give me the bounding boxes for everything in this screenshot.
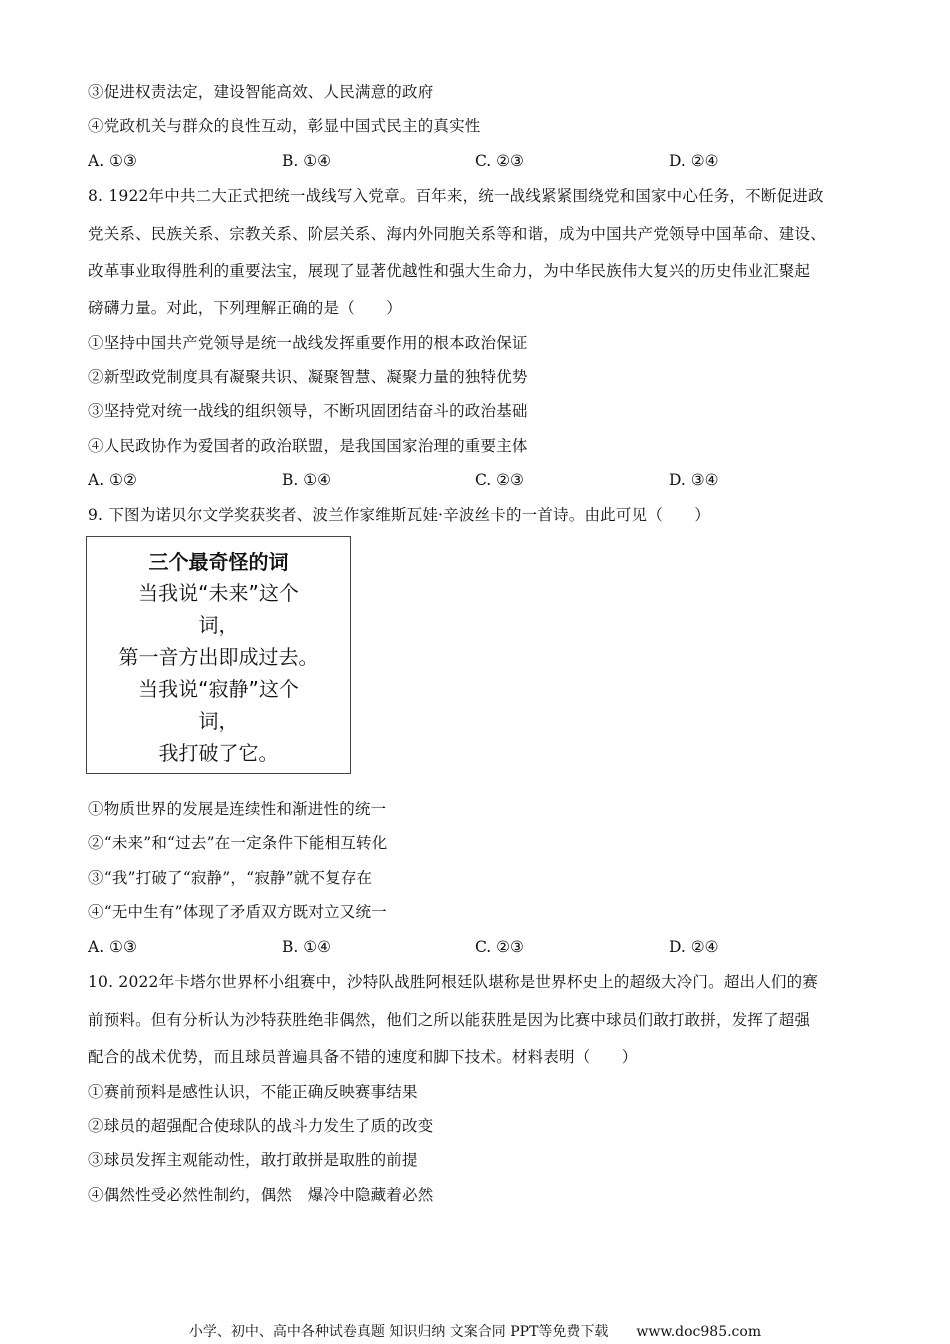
q9-item-4: ④“无中生有”体现了矛盾双方既对立又统一 [88,903,387,921]
q9-item-1: ①物质世界的发展是连续性和渐进性的统一 [88,800,387,818]
q9-item-2: ②“未来”和“过去”在一定条件下能相互转化 [88,834,388,852]
q9-stem: 9. 下图为诺贝尔文学奖获奖者、波兰作家维斯瓦娃·辛波丝卡的一首诗。由此可见（ ） [88,506,711,524]
q9-option-d: D. ②④ [669,938,719,956]
q8-item-3: ③坚持党对统一战线的组织领导，不断巩固团结奋斗的政治基础 [88,402,528,420]
poem-line-4: 当我说“寂静”这个 [138,677,299,701]
q10-stem-line-1: 10. 2022年卡塔尔世界杯小组赛中，沙特队战胜阿根廷队堪称是世界杯史上的超级大冷门。超出人们的赛 [88,973,819,991]
poem-line-2: 词， [198,613,239,637]
poem-figure [86,536,351,774]
poem-line-3: 第一音方出即成过去。 [118,645,319,669]
q10-item-1: ①赛前预料是感性认识，不能正确反映赛事结果 [88,1083,418,1101]
q9-option-c: C. ②③ [475,938,524,956]
q8-stem-line-1: 8. 1922年中共二大正式把统一战线写入党章。百年来，统一战线紧紧围绕党和国家中心任务，不断促进政 [88,187,824,205]
q8-option-b: B. ①④ [282,471,332,489]
page-footer: 小学、初中、高中各种试卷真题 知识归纳 文案合同 PPT等免费下载 www.doc985.com [188,1324,762,1340]
q8-stem-line-2: 党关系、民族关系、宗教关系、阶层关系、海内外同胞关系等和谐，成为中国共产党领导中国革命、建设、 [88,225,826,243]
q8-item-1: ①坚持中国共产党领导是统一战线发挥重要作用的根本政治保证 [88,334,528,352]
q9-item-3: ③“我”打破了“寂静”，“寂静”就不复存在 [88,869,373,887]
q7-item-4: ④党政机关与群众的良性互动，彰显中国式民主的真实性 [88,117,481,135]
q7-option-a: A. ①③ [88,152,137,170]
q8-item-2: ②新型政党制度具有凝聚共识、凝聚智慧、凝聚力量的独特优势 [88,368,528,386]
q8-option-d: D. ③④ [669,471,719,489]
q7-option-d: D. ②④ [669,152,719,170]
q8-option-a: A. ①② [88,471,137,489]
q9-option-a: A. ①③ [88,938,137,956]
q9-option-b: B. ①④ [282,938,332,956]
q8-stem-line-4: 磅礴力量。对此，下列理解正确的是（ ） [88,299,403,317]
q8-options [88,470,848,490]
q10-item-2: ②球员的超强配合使球队的战斗力发生了质的改变 [88,1117,434,1135]
q10-stem-line-3: 配合的战术优势，而且球员普遍具备不错的速度和脚下技术。材料表明（ ） [88,1048,638,1066]
q8-stem-line-3: 改革事业取得胜利的重要法宝，展现了显著优越性和强大生命力，为中华民族伟大复兴的历史伟业汇聚起 [88,262,811,280]
q8-item-4: ④人民政协作为爱国者的政治联盟，是我国国家治理的重要主体 [88,437,528,455]
q8-option-c: C. ②③ [475,471,524,489]
q7-item-3: ③促进权责法定，建设智能高效、人民满意的政府 [88,83,434,101]
q7-option-b: B. ①④ [282,152,332,170]
poem-line-1: 当我说“未来”这个 [138,581,299,605]
poem-line-5: 词， [198,709,239,733]
q10-stem-line-2: 前预料。但有分析认为沙特获胜绝非偶然，他们之所以能获胜是因为比赛中球员们敢打敢拼，发挥了超强 [88,1011,811,1029]
q7-options [88,151,848,171]
q7-option-c: C. ②③ [475,152,524,170]
poem-title: 三个最奇怪的词 [148,550,289,574]
q10-item-4: ④偶然性受必然性制约，偶然 爆冷中隐藏着必然 [88,1186,434,1204]
poem-line-6: 我打破了它。 [158,741,279,765]
q10-item-3: ③球员发挥主观能动性，敢打敢拼是取胜的前提 [88,1151,418,1169]
q9-options [88,937,848,957]
